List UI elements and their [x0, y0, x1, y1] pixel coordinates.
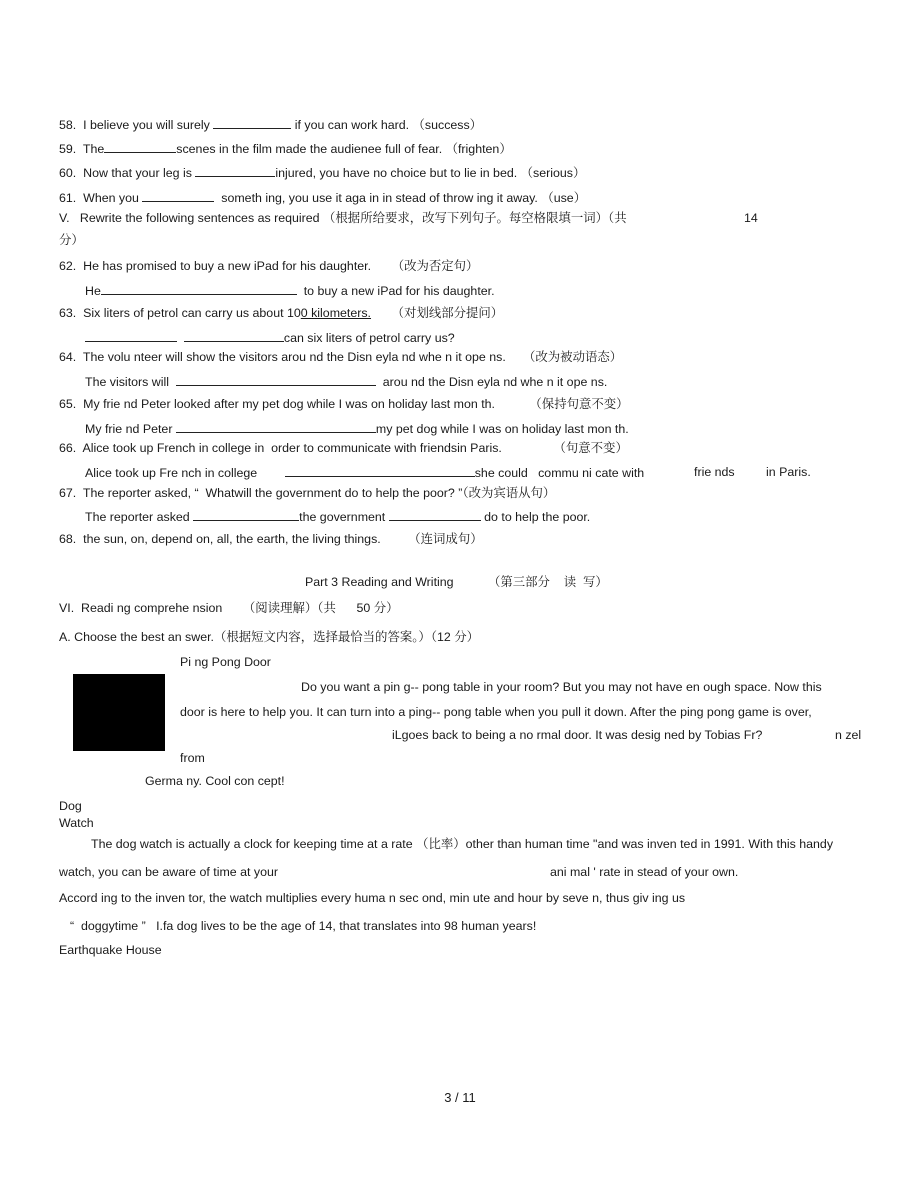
answer-blank[interactable] [101, 283, 297, 295]
q-number: 59. [59, 142, 77, 156]
answer-mid: the government [299, 510, 386, 524]
question-67 [59, 486, 555, 501]
section-v-points: 14 [744, 211, 758, 225]
section-v-points-unit: 分） [59, 233, 84, 247]
answer-blank[interactable] [389, 509, 481, 521]
passage-title-watch: Watch [59, 816, 94, 830]
answer-blank[interactable] [142, 190, 214, 202]
q-hint: （frighten） [445, 142, 512, 156]
passage-title-ping-pong-door: Pi ng Pong Door [180, 655, 271, 669]
page-number: 3 / 11 [444, 1090, 476, 1105]
question-65 [59, 397, 629, 412]
question-58 [59, 117, 482, 133]
question-68 [59, 532, 483, 547]
q-text: Now that your leg is [83, 166, 192, 180]
q-number: 58. [59, 118, 77, 132]
q-hint: （改为被动语态） [523, 350, 623, 364]
answer-tail: she could commu ni cate with [474, 466, 645, 480]
q-hint: （serious） [520, 166, 586, 180]
answer-blank[interactable] [176, 374, 376, 386]
answer-blank[interactable] [85, 330, 177, 342]
passage-line: Accord ing to the inven tor, the watch multiplies every huma n sec ond, min ute and hour by seve n, thus giv ing us [59, 891, 686, 905]
section-title: V. Rewrite the following sentences as required （根据所给要求，改写下列句子。每空格限填一词）（共 [59, 211, 627, 225]
question-59 [59, 141, 512, 157]
part-title: Part 3 Reading and Writing [305, 575, 454, 589]
passage-line: The dog watch is actually a clock for keeping time at a rate （比率）other than human time "and was inven ted in 1991. With this handy [91, 837, 834, 851]
q-hint: （对划线部分提问） [391, 306, 504, 320]
q-number: 66. [59, 441, 77, 455]
passage-line: door is here to help you. It can turn into a ping-- pong table when you pull it down. After the ping pong game is over, [180, 705, 812, 719]
section-points: 50 分） [356, 601, 399, 615]
answer-tail: my pet dog while I was on holiday last mon th. [375, 422, 629, 436]
q-number: 62. [59, 259, 77, 273]
underlined-part: 0 kilometers. [300, 306, 372, 320]
answer-tail: can six liters of petrol carry us? [283, 331, 455, 345]
answer-blank[interactable] [184, 330, 284, 342]
answer-tail: to buy a new iPad for his daughter. [303, 284, 495, 298]
part-a-instruction: A. Choose the best an swer.（根据短文内容，选择最恰当的答案。）（12 分） [59, 630, 480, 644]
answer-66-place: in Paris. [766, 465, 811, 479]
q-number: 63. [59, 306, 77, 320]
answer-blank[interactable] [193, 509, 299, 521]
answer-65 [85, 421, 629, 437]
answer-63 [85, 330, 455, 346]
question-63 [59, 306, 503, 321]
answer-62 [85, 283, 495, 299]
passage-line: Germa ny. Cool con cept! [145, 774, 285, 788]
passage-line: ani mal ' rate in stead of your own. [550, 865, 739, 879]
q-number: 68. [59, 532, 77, 546]
q-text: He has promised to buy a new iPad for his daughter. [83, 259, 372, 273]
answer-tail: do to help the poor. [484, 510, 591, 524]
q-text: the sun, on, depend on, all, the earth, the living things. [83, 532, 381, 546]
passage-line: Do you want a pin g-- pong table in your room? But you may not have en ough space. Now this [301, 680, 822, 694]
section-v-heading [59, 211, 627, 226]
question-64 [59, 350, 622, 365]
q-text: injured, you have no choice but to lie in bed. [275, 166, 518, 180]
section-title-cn: （阅读理解）（共 [242, 601, 336, 615]
answer-lead: The reporter asked [85, 510, 190, 524]
q-text: My frie nd Peter looked after my pet dog while I was on holiday last mon th. [83, 397, 495, 411]
q-number: 64. [59, 350, 77, 364]
passage-line: watch, you can be aware of time at your [59, 865, 279, 879]
q-hint: （保持句意不变） [529, 397, 629, 411]
section-title: VI. Readi ng comprehe nsion [59, 601, 223, 615]
passage-line: iLgoes back to being a no rmal door. It was desig ned by Tobias Fr? [392, 728, 763, 742]
q-text: I believe you will surely [83, 118, 210, 132]
answer-tail: arou nd the Disn eyla nd whe n it ope ns. [382, 375, 608, 389]
answer-blank[interactable] [213, 117, 291, 129]
part-title-cn: （第三部分 读 写） [487, 575, 608, 589]
passage-line: n zel [835, 728, 862, 742]
ping-pong-door-photo [73, 674, 165, 751]
answer-64 [85, 374, 607, 390]
passage-line: from [180, 751, 205, 765]
answer-blank[interactable] [285, 465, 475, 477]
q-text: When you [83, 191, 139, 205]
q-text: if you can work hard. [294, 118, 410, 132]
q-text: The reporter asked, “ Whatwill the government do to help the poor? ”（改为宾语从句） [82, 486, 556, 500]
answer-blank[interactable] [104, 141, 176, 153]
passage-title-dog: Dog [59, 799, 82, 813]
answer-lead: My frie nd Peter [85, 422, 173, 436]
q-text: Six liters of petrol can carry us about 10 [83, 306, 301, 320]
q-text: The volu nteer will show the visitors arou nd the Disn eyla nd whe n it ope ns. [82, 350, 506, 364]
answer-lead: The visitors will [85, 375, 169, 389]
passage-line: “ doggytime ” I.fa dog lives to be the age of 14, that translates into 98 human years! [70, 919, 537, 933]
q-text: scenes in the film made the audienee full of fear. [176, 142, 443, 156]
q-text: The [82, 142, 105, 156]
passage-title-earthquake-house: Earthquake House [59, 943, 162, 957]
q-number: 60. [59, 166, 77, 180]
question-62 [59, 259, 478, 274]
answer-67 [85, 509, 590, 525]
q-hint: （句意不变） [553, 441, 628, 455]
section-vi-heading [59, 601, 399, 616]
q-hint: （连词成句） [408, 532, 483, 546]
answer-lead: He [85, 284, 101, 298]
answer-blank[interactable] [195, 165, 275, 177]
q-number: 65. [59, 397, 77, 411]
q-text: someth ing, you use it aga in in stead of throw ing it away. [221, 191, 538, 205]
question-61 [59, 190, 586, 206]
question-66 [59, 441, 628, 456]
q-number: 67. [59, 486, 77, 500]
answer-lead: Alice took up Fre nch in college [85, 466, 258, 480]
q-hint: （use） [541, 191, 587, 205]
q-text: Alice took up French in college in order to communicate with friendsin Paris. [82, 441, 502, 455]
q-hint: （改为否定句） [391, 259, 479, 273]
part-3-title [305, 575, 608, 590]
answer-blank[interactable] [176, 421, 376, 433]
answer-66-friends: frie nds [694, 465, 735, 479]
q-number: 61. [59, 191, 77, 205]
question-60 [59, 165, 585, 181]
q-hint: （success） [412, 118, 483, 132]
answer-66 [85, 465, 644, 481]
